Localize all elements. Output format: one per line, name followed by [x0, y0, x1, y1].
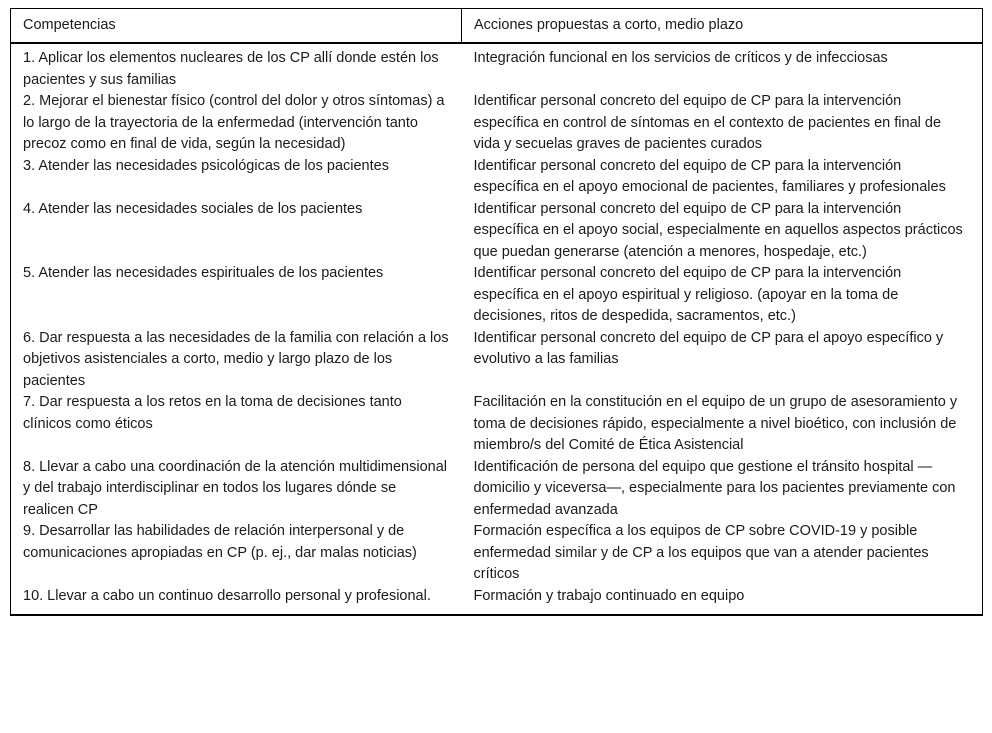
- accion-cell: Formación y trabajo continuado en equipo: [473, 587, 745, 604]
- accion-cell: Facilitación en la constitución en el equipo de un grupo de asesoramiento y toma de decisiones rápido, especialmente a nivel bioético, con inclusión de miembro/s del Comité de Ética Asistencial: [473, 394, 958, 453]
- competencia-cell: 9. Desarrollar las habilidades de relación interpersonal y de comunicaciones apropiadas en CP (p. ej., dar malas noticias): [23, 523, 417, 561]
- table-row: [11, 586, 983, 616]
- accion-cell: Identificar personal concreto del equipo de CP para el apoyo específico y evolutivo a las familias: [473, 329, 944, 367]
- table-row: [11, 199, 983, 264]
- competencia-cell: 4. Atender las necesidades sociales de los pacientes: [23, 200, 363, 217]
- table-body: [11, 43, 983, 615]
- competencia-cell: 10. Llevar a cabo un continuo desarrollo personal y profesional.: [23, 587, 431, 604]
- table-row: [11, 156, 983, 199]
- header-competencias: Competencias: [11, 9, 462, 44]
- header-acciones: Acciones propuestas a corto, medio plazo: [462, 9, 983, 44]
- accion-cell: Identificar personal concreto del equipo de CP para la intervención específica en el apoyo espiritual y religioso. (apoyar en la toma de decisiones, ritos de despedida, sacramentos, etc.): [473, 265, 902, 324]
- table-row: [11, 392, 983, 457]
- accion-cell: Integración funcional en los servicios de críticos y de infecciosas: [473, 50, 888, 66]
- competencia-cell: 1. Aplicar los elementos nucleares de los CP allí donde estén los pacientes y sus familias: [23, 50, 439, 88]
- competencia-cell: 3. Atender las necesidades psicológicas de los pacientes: [23, 157, 389, 174]
- accion-cell: Identificar personal concreto del equipo de CP para la intervención específica en el apoyo emocional de pacientes, familiares y profesionales: [473, 157, 946, 195]
- table-header-row: [11, 9, 983, 44]
- competencia-cell: 2. Mejorar el bienestar físico (control del dolor y otros síntomas) a lo largo de la trayectoria de la enfermedad (intervención tanto precoz como en final de vida, según la necesidad): [23, 93, 445, 152]
- competencia-cell: 8. Llevar a cabo una coordinación de la atención multidimensional y del trabajo interdisciplinar en todos los lugares dónde se realicen CP: [23, 458, 447, 518]
- table-row: [11, 521, 983, 586]
- competencia-cell: 5. Atender las necesidades espirituales de los pacientes: [23, 265, 384, 281]
- table-row: [11, 457, 983, 522]
- competencias-table: [10, 8, 983, 616]
- competencia-cell: 7. Dar respuesta a los retos en la toma de decisiones tanto clínicos como éticos: [23, 394, 402, 432]
- accion-cell: Identificación de persona del equipo que gestione el tránsito hospital —domicilio y viceversa—, especialmente para los pacientes previamente con enfermedad avanzada: [473, 458, 956, 518]
- accion-cell: Formación específica a los equipos de CP sobre COVID-19 y posible enfermedad similar y de CP a los equipos que van a atender pacientes críticos: [473, 523, 929, 582]
- accion-cell: Identificar personal concreto del equipo de CP para la intervención específica en el apoyo social, especialmente en aquellos aspectos prácticos que puedan generarse (atención a menores, hospedaje, etc.): [473, 200, 963, 260]
- table-row: [11, 263, 983, 328]
- table-row: [11, 91, 983, 156]
- table-row: [11, 328, 983, 393]
- competencia-cell: 6. Dar respuesta a las necesidades de la familia con relación a los objetivos asistenciales a corto, medio y largo plazo de los pacientes: [23, 329, 449, 389]
- table-row: [11, 43, 983, 91]
- accion-cell: Identificar personal concreto del equipo de CP para la intervención específica en control de síntomas en el contexto de pacientes en final de vida y secuelas graves de pacientes curados: [473, 93, 942, 152]
